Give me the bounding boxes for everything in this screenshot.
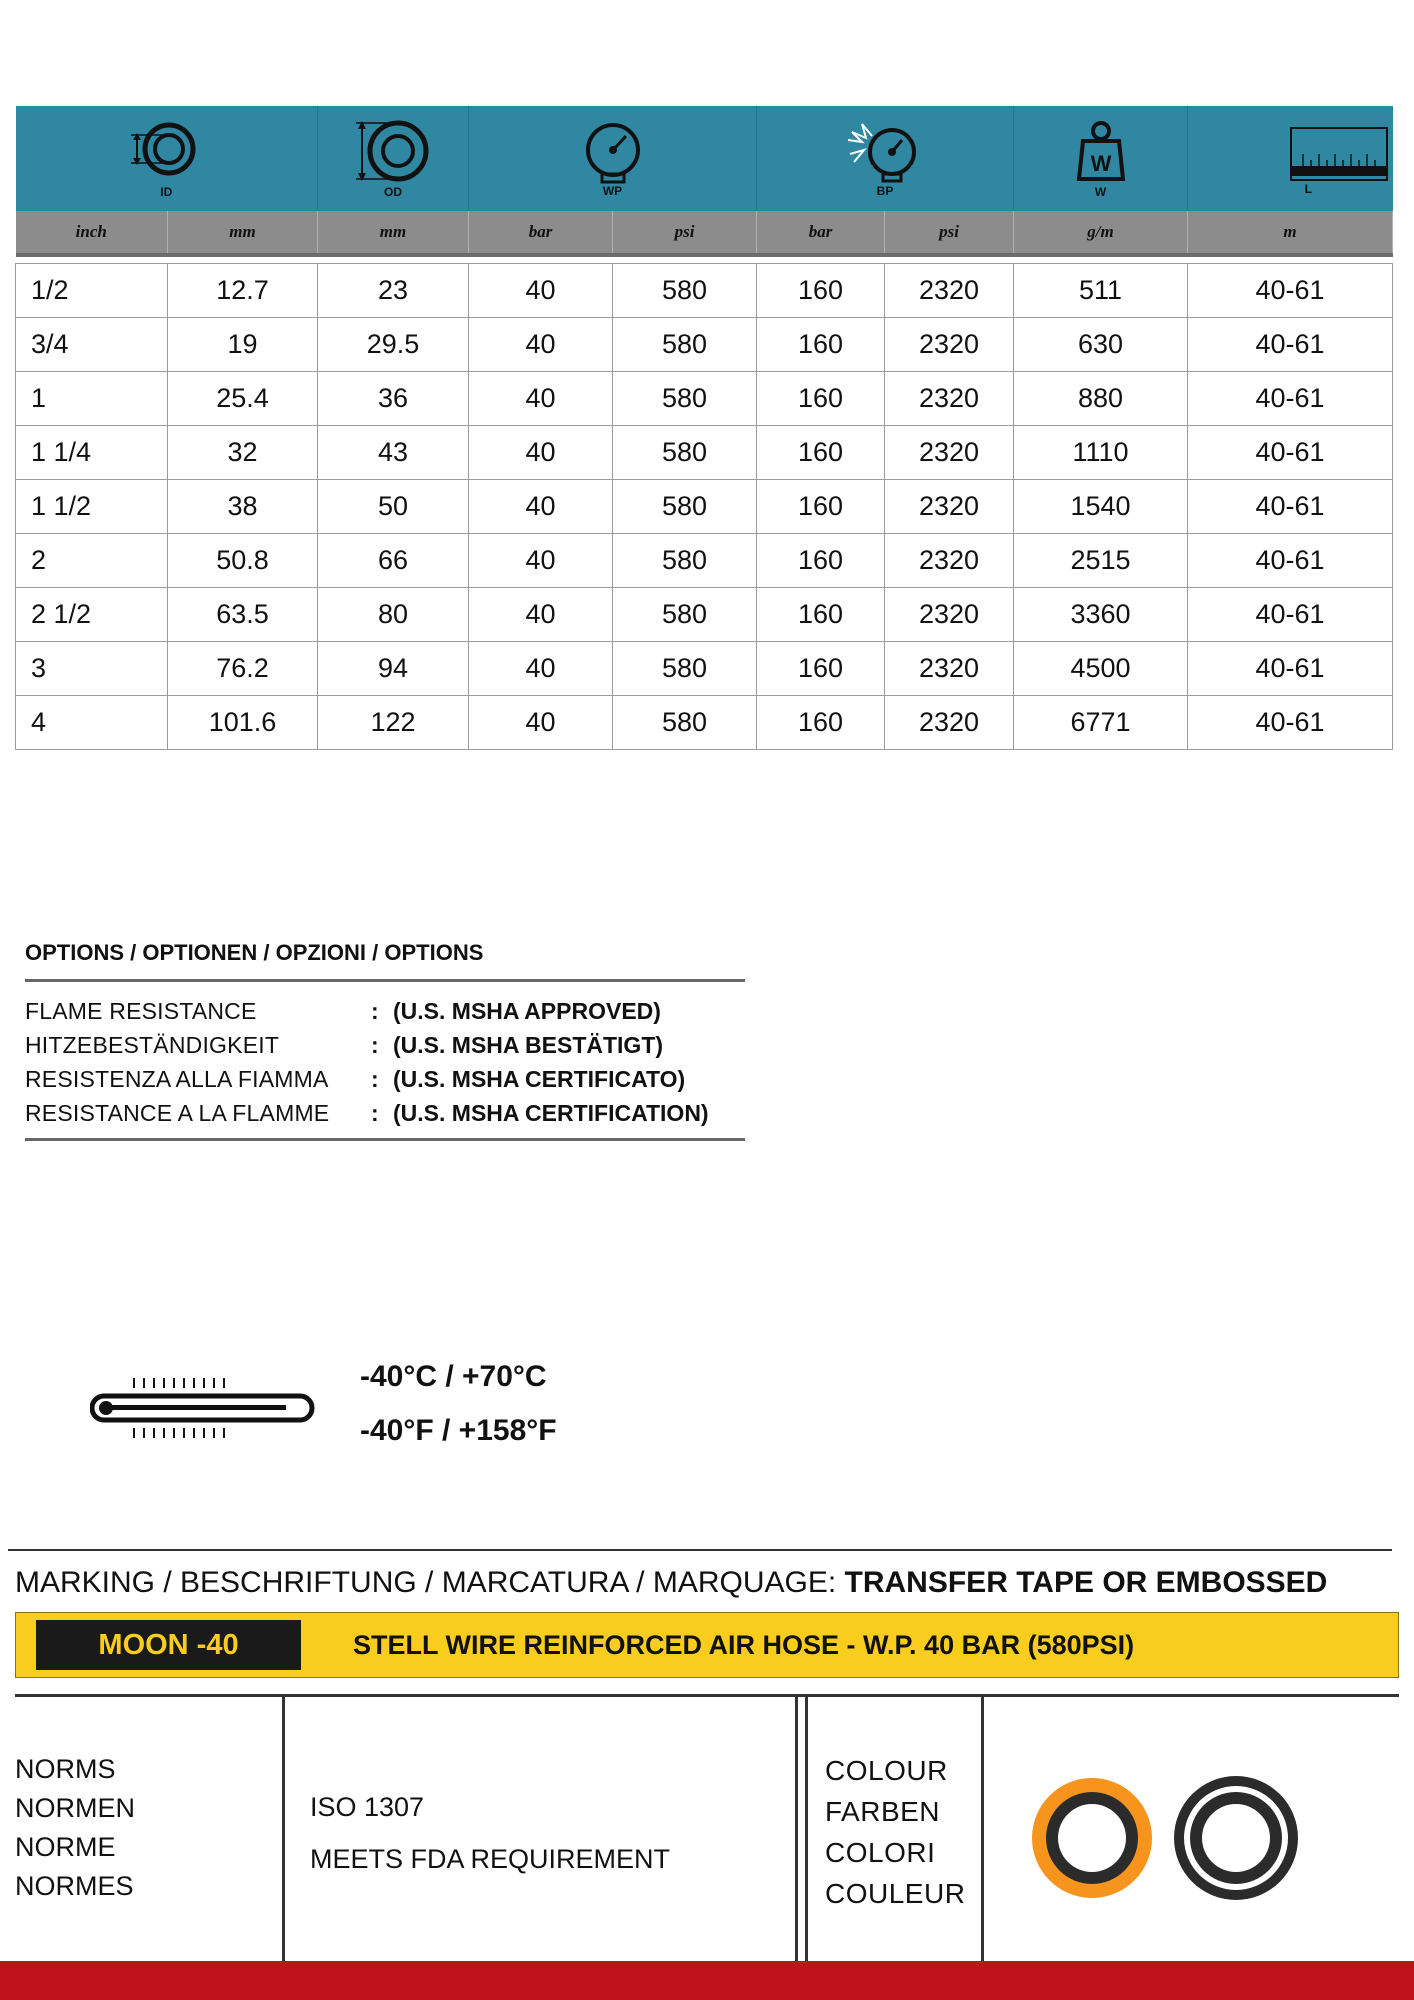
table-cell: 40-61 bbox=[1188, 480, 1393, 534]
icon-header-row bbox=[16, 106, 1393, 211]
temperature-celsius: -40°C / +70°C bbox=[360, 1360, 547, 1393]
unit-cell: g/m bbox=[1014, 211, 1188, 255]
weight-icon bbox=[1071, 119, 1131, 187]
table-cell: 580 bbox=[613, 642, 757, 696]
table-cell: 511 bbox=[1014, 264, 1188, 318]
weight-icon-label: W bbox=[1094, 184, 1107, 199]
norms-labels bbox=[15, 1750, 135, 1906]
table-row bbox=[16, 264, 1393, 318]
norms-divider bbox=[15, 1694, 1399, 1697]
norms-column-divider bbox=[282, 1696, 285, 1961]
od-header-cell bbox=[318, 106, 469, 211]
wp-icon-label: WP bbox=[602, 183, 623, 198]
option-value: (U.S. MSHA APPROVED) bbox=[393, 997, 661, 1024]
marking-label: MARKING / BESCHRIFTUNG / MARCATURA / MARQUAGE: bbox=[15, 1566, 837, 1599]
colour-label: COULEUR bbox=[825, 1878, 966, 1909]
table-row bbox=[16, 534, 1393, 588]
wp-header-cell bbox=[469, 106, 757, 211]
marking-line bbox=[15, 1566, 1327, 1600]
table-cell: 32 bbox=[168, 426, 318, 480]
table-cell: 1 1/4 bbox=[16, 426, 168, 480]
option-label: FLAME RESISTANCE bbox=[25, 997, 257, 1024]
bp-gauge-icon bbox=[840, 120, 930, 186]
table-cell: 63.5 bbox=[168, 588, 318, 642]
temperature-fahrenheit: -40°F / +158°F bbox=[360, 1414, 557, 1447]
table-cell: 2320 bbox=[885, 696, 1014, 750]
table-cell: 40-61 bbox=[1188, 426, 1393, 480]
table-cell: 40-61 bbox=[1188, 264, 1393, 318]
table-cell: 94 bbox=[318, 642, 469, 696]
orange-hose-swatch bbox=[1032, 1778, 1152, 1898]
table-cell: 580 bbox=[613, 534, 757, 588]
table-cell: 580 bbox=[613, 480, 757, 534]
od-icon-label: OD bbox=[384, 184, 402, 199]
weight-header-cell bbox=[1014, 106, 1188, 211]
unit-cell: bar bbox=[757, 211, 885, 255]
bp-icon-label: BP bbox=[876, 183, 894, 198]
table-cell: 3 bbox=[16, 642, 168, 696]
norms-label: NORMES bbox=[15, 1871, 134, 1901]
table-cell: 40 bbox=[469, 372, 613, 426]
table-row bbox=[16, 696, 1393, 750]
options-section bbox=[25, 940, 745, 1141]
unit-cell: inch bbox=[16, 211, 168, 255]
svg-text:W: W bbox=[1090, 150, 1111, 176]
footer-bar bbox=[0, 1961, 1414, 2000]
option-row bbox=[25, 1062, 745, 1096]
norms-label: NORME bbox=[15, 1832, 116, 1862]
table-cell: 6771 bbox=[1014, 696, 1188, 750]
option-row bbox=[25, 994, 745, 1028]
option-label: RESISTANCE A LA FLAMME bbox=[25, 1099, 330, 1126]
table-cell: 2320 bbox=[885, 264, 1014, 318]
table-cell: 580 bbox=[613, 426, 757, 480]
table-row bbox=[16, 372, 1393, 426]
marking-divider bbox=[8, 1549, 1392, 1551]
table-cell: 880 bbox=[1014, 372, 1188, 426]
option-value: (U.S. MSHA CERTIFICATO) bbox=[393, 1065, 686, 1092]
table-cell: 4 bbox=[16, 696, 168, 750]
table-cell: 2320 bbox=[885, 588, 1014, 642]
table-cell: 40-61 bbox=[1188, 588, 1393, 642]
id-icon-label: ID bbox=[160, 184, 173, 199]
spec-table-body bbox=[16, 264, 1393, 750]
option-row bbox=[25, 1096, 745, 1130]
table-cell: 1110 bbox=[1014, 426, 1188, 480]
table-cell: 40-61 bbox=[1188, 372, 1393, 426]
table-cell: 1 bbox=[16, 372, 168, 426]
unit-cell: mm bbox=[318, 211, 469, 255]
table-cell: 40 bbox=[469, 318, 613, 372]
option-value: (U.S. MSHA CERTIFICATION) bbox=[393, 1099, 709, 1126]
table-cell: 23 bbox=[318, 264, 469, 318]
table-cell: 160 bbox=[757, 480, 885, 534]
table-cell: 80 bbox=[318, 588, 469, 642]
table-cell: 40 bbox=[469, 534, 613, 588]
table-cell: 1/2 bbox=[16, 264, 168, 318]
wp-gauge-icon bbox=[578, 120, 648, 186]
colour-labels bbox=[825, 1750, 965, 1914]
product-description: STELL WIRE REINFORCED AIR HOSE - W.P. 40 BAR (580PSI) bbox=[353, 1629, 1135, 1660]
options-list bbox=[25, 982, 745, 1141]
table-cell: 40-61 bbox=[1188, 696, 1393, 750]
unit-cell: mm bbox=[168, 211, 318, 255]
table-cell: 2320 bbox=[885, 642, 1014, 696]
table-cell: 2320 bbox=[885, 372, 1014, 426]
table-cell: 40 bbox=[469, 696, 613, 750]
table-cell: 160 bbox=[757, 588, 885, 642]
table-cell: 40-61 bbox=[1188, 534, 1393, 588]
id-icon bbox=[121, 119, 211, 187]
od-icon bbox=[348, 119, 438, 187]
table-cell: 66 bbox=[318, 534, 469, 588]
table-cell: 4500 bbox=[1014, 642, 1188, 696]
spec-table bbox=[15, 106, 1393, 750]
units-row bbox=[16, 211, 1393, 255]
bp-header-cell bbox=[757, 106, 1014, 211]
unit-cell: psi bbox=[885, 211, 1014, 255]
table-cell: 19 bbox=[168, 318, 318, 372]
option-label: RESISTENZA ALLA FIAMMA bbox=[25, 1065, 329, 1092]
table-cell: 38 bbox=[168, 480, 318, 534]
table-cell: 36 bbox=[318, 372, 469, 426]
table-row bbox=[16, 480, 1393, 534]
marking-value: TRANSFER TAPE OR EMBOSSED bbox=[844, 1566, 1328, 1599]
table-cell: 160 bbox=[757, 264, 885, 318]
table-cell: 29.5 bbox=[318, 318, 469, 372]
option-separator: : bbox=[371, 1099, 379, 1126]
norms-column-divider bbox=[795, 1696, 798, 1961]
length-ruler-icon bbox=[1289, 122, 1389, 184]
table-row bbox=[16, 642, 1393, 696]
table-cell: 43 bbox=[318, 426, 469, 480]
norms-column-divider bbox=[805, 1696, 808, 1961]
thermometer-icon bbox=[90, 1372, 320, 1444]
unit-cell: bar bbox=[469, 211, 613, 255]
colour-column-divider bbox=[981, 1696, 984, 1961]
norms-value: MEETS FDA REQUIREMENT bbox=[310, 1844, 671, 1874]
table-cell: 2320 bbox=[885, 480, 1014, 534]
colour-label: COLORI bbox=[825, 1837, 936, 1868]
table-cell: 2320 bbox=[885, 318, 1014, 372]
table-cell: 40 bbox=[469, 642, 613, 696]
table-cell: 12.7 bbox=[168, 264, 318, 318]
option-separator: : bbox=[371, 1065, 379, 1092]
table-cell: 76.2 bbox=[168, 642, 318, 696]
table-cell: 40 bbox=[469, 480, 613, 534]
product-band bbox=[15, 1612, 1399, 1678]
table-cell: 1540 bbox=[1014, 480, 1188, 534]
option-label: HITZEBESTÄNDIGKEIT bbox=[25, 1031, 280, 1058]
table-cell: 2 bbox=[16, 534, 168, 588]
table-cell: 580 bbox=[613, 264, 757, 318]
black-hose-swatch bbox=[1174, 1776, 1298, 1900]
option-separator: : bbox=[371, 1031, 379, 1058]
table-cell: 1 1/2 bbox=[16, 480, 168, 534]
table-cell: 40 bbox=[469, 426, 613, 480]
unit-cell: psi bbox=[613, 211, 757, 255]
table-cell: 3/4 bbox=[16, 318, 168, 372]
table-cell: 2320 bbox=[885, 426, 1014, 480]
table-cell: 580 bbox=[613, 588, 757, 642]
table-cell: 122 bbox=[318, 696, 469, 750]
model-badge: MOON -40 bbox=[36, 1620, 301, 1670]
table-cell: 40 bbox=[469, 264, 613, 318]
norms-value: ISO 1307 bbox=[310, 1792, 425, 1822]
norms-values bbox=[310, 1781, 670, 1885]
colour-swatches bbox=[1020, 1768, 1310, 1908]
norms-label: NORMEN bbox=[15, 1793, 135, 1823]
table-cell: 40 bbox=[469, 588, 613, 642]
option-value: (U.S. MSHA BESTÄTIGT) bbox=[393, 1031, 664, 1058]
table-cell: 25.4 bbox=[168, 372, 318, 426]
length-header-cell bbox=[1188, 106, 1393, 211]
table-cell: 580 bbox=[613, 318, 757, 372]
options-title: OPTIONS / OPTIONEN / OPZIONI / OPTIONS bbox=[25, 940, 745, 982]
table-cell: 2320 bbox=[885, 534, 1014, 588]
table-cell: 160 bbox=[757, 426, 885, 480]
table-cell: 2 1/2 bbox=[16, 588, 168, 642]
table-cell: 160 bbox=[757, 372, 885, 426]
table-cell: 160 bbox=[757, 696, 885, 750]
table-row bbox=[16, 426, 1393, 480]
length-icon-label: L bbox=[1304, 181, 1312, 196]
table-cell: 50.8 bbox=[168, 534, 318, 588]
unit-cell: m bbox=[1188, 211, 1393, 255]
colour-label: COLOUR bbox=[825, 1755, 948, 1786]
table-cell: 160 bbox=[757, 534, 885, 588]
colour-label: FARBEN bbox=[825, 1796, 941, 1827]
table-cell: 40-61 bbox=[1188, 318, 1393, 372]
table-cell: 580 bbox=[613, 372, 757, 426]
table-cell: 101.6 bbox=[168, 696, 318, 750]
table-cell: 160 bbox=[757, 642, 885, 696]
norms-label: NORMS bbox=[15, 1754, 116, 1784]
temperature-range bbox=[90, 1360, 690, 1490]
option-separator: : bbox=[371, 997, 379, 1024]
table-cell: 630 bbox=[1014, 318, 1188, 372]
table-row bbox=[16, 318, 1393, 372]
table-cell: 160 bbox=[757, 318, 885, 372]
table-cell: 40-61 bbox=[1188, 642, 1393, 696]
option-row bbox=[25, 1028, 745, 1062]
table-cell: 50 bbox=[318, 480, 469, 534]
table-cell: 580 bbox=[613, 696, 757, 750]
table-cell: 3360 bbox=[1014, 588, 1188, 642]
table-row bbox=[16, 588, 1393, 642]
table-cell: 2515 bbox=[1014, 534, 1188, 588]
id-header-cell bbox=[16, 106, 318, 211]
